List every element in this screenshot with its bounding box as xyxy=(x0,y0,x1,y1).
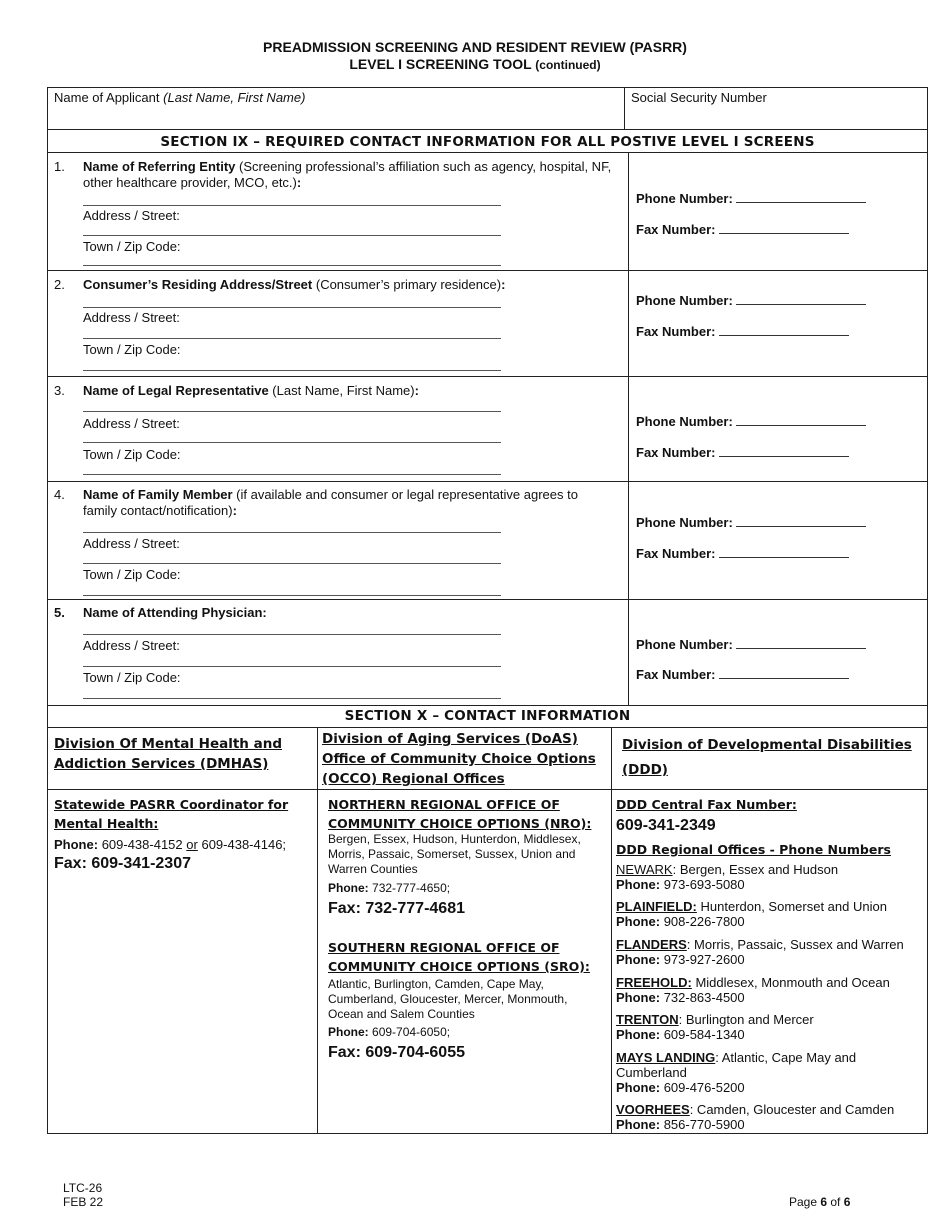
entry-1-fax[interactable]: Fax Number: xyxy=(636,221,849,238)
entry-3-town-label: Town / Zip Code: xyxy=(83,447,181,462)
footer-form-id: LTC-26 xyxy=(63,1181,103,1195)
entry-3-town-line[interactable] xyxy=(83,474,501,475)
entry-3-fax[interactable]: Fax Number: xyxy=(636,444,849,461)
entry-4-name-line[interactable] xyxy=(83,532,501,533)
nro-counties: Bergen, Essex, Hudson, Hunterdon, Middlesex, Morris, Passaic, Somerset, Sussex, Union and Warren Counties xyxy=(328,832,581,876)
entry-3-number: 3. xyxy=(54,383,65,398)
sro-phone: Phone: 609-704-6050; xyxy=(328,1025,451,1039)
ddd-office-newark: NEWARK: Bergen, Essex and Hudson Phone: 973-693-5080 xyxy=(616,862,839,892)
nro-heading: NORTHERN REGIONAL OFFICE OF COMMUNITY CHOICE OPTIONS (NRO): xyxy=(328,797,592,831)
entry-2-address-label: Address / Street: xyxy=(83,310,180,325)
entry-1-address-line[interactable] xyxy=(83,235,501,236)
form-title-text: LEVEL I SCREENING TOOL xyxy=(349,56,532,72)
dmhas-phone: Phone: 609-438-4152 or 609-438-4146; xyxy=(54,837,287,852)
entry-4-phone[interactable]: Phone Number: xyxy=(636,514,866,531)
sro-heading: SOUTHERN REGIONAL OFFICE OF COMMUNITY CHOICE OPTIONS (SRO): xyxy=(328,940,590,974)
entry-5-label: Name of Attending Physician: xyxy=(83,605,267,620)
sro-fax: Fax: 609-704-6055 xyxy=(328,1044,465,1061)
entry-2-address-line[interactable] xyxy=(83,338,501,339)
form-title-suffix: (continued) xyxy=(535,58,601,72)
entry-4-town-label: Town / Zip Code: xyxy=(83,567,181,582)
form-title-line1: PREADMISSION SCREENING AND RESIDENT REVIEW (PASRR) xyxy=(263,39,687,55)
sro-counties: Atlantic, Burlington, Camden, Cape May, Cumberland, Gloucester, Mercer, Monmouth, Ocean and Salem Counties xyxy=(328,977,568,1021)
entry-4-address-label: Address / Street: xyxy=(83,536,180,551)
ddd-central-fax-label: DDD Central Fax Number: xyxy=(616,797,797,812)
entry-2-label: Consumer’s Residing Address/Street (Consumer’s primary residence): xyxy=(83,277,506,292)
ddd-office-mays-landing: MAYS LANDING: Atlantic, Cape May and Cumberland Phone: 609-476-5200 xyxy=(616,1050,857,1095)
form-title-line2 xyxy=(0,56,950,74)
ddd-office-flanders: FLANDERS: Morris, Passaic, Sussex and Warren Phone: 973-927-2600 xyxy=(616,937,904,967)
entry-4-fax[interactable]: Fax Number: xyxy=(636,545,849,562)
entry-3-address-label: Address / Street: xyxy=(83,416,180,431)
ddd-office-plainfield: PLAINFIELD: Hunterdon, Somerset and Union Phone: 908-226-7800 xyxy=(616,899,887,929)
applicant-name-input[interactable] xyxy=(54,110,619,128)
ssn-input[interactable] xyxy=(631,110,921,128)
dmhas-coordinator: Statewide PASRR Coordinator for Mental Health: xyxy=(54,797,289,831)
footer-date: FEB 22 xyxy=(63,1195,104,1209)
applicant-name-label: Name of Applicant (Last Name, First Name) xyxy=(54,90,306,105)
entry-2-town-line[interactable] xyxy=(83,370,501,371)
entry-4-label: Name of Family Member (if available and consumer or legal representative agrees to family contact/notification): xyxy=(83,487,578,518)
entry-5-address-line[interactable] xyxy=(83,666,501,667)
section-ix-title: SECTION IX – REQUIRED CONTACT INFORMATION FOR ALL POSTIVE LEVEL I SCREENS xyxy=(160,134,815,150)
entry-5-address-label: Address / Street: xyxy=(83,638,180,653)
entry-2-town-label: Town / Zip Code: xyxy=(83,342,181,357)
applicant-name-hint: (Last Name, First Name) xyxy=(163,90,306,105)
entry-4-address-line[interactable] xyxy=(83,563,501,564)
entry-1-name-line[interactable] xyxy=(83,205,501,206)
entry-1-number: 1. xyxy=(54,159,65,174)
entry-4-number: 4. xyxy=(54,487,65,502)
section-x-title: SECTION X – CONTACT INFORMATION xyxy=(344,708,631,724)
footer-page-number: Page 6 of 6 xyxy=(789,1195,851,1209)
nro-phone: Phone: 732-777-4650; xyxy=(328,881,451,895)
doas-heading: Division of Aging Services (DoAS) Office of Community Choice Options (OCCO) Regional Offices xyxy=(322,731,596,787)
ddd-office-freehold: FREEHOLD: Middlesex, Monmouth and Ocean Phone: 732-863-4500 xyxy=(616,975,890,1005)
ddd-central-fax: 609-341-2349 xyxy=(616,817,716,834)
entry-2-number: 2. xyxy=(54,277,65,292)
entry-3-name-line[interactable] xyxy=(83,411,501,412)
dmhas-fax: Fax: 609-341-2307 xyxy=(54,855,191,872)
ddd-office-trenton: TRENTON: Burlington and Mercer Phone: 609-584-1340 xyxy=(616,1012,814,1042)
entry-1-address-label: Address / Street: xyxy=(83,208,180,223)
ddd-regional-heading: DDD Regional Offices - Phone Numbers xyxy=(616,842,891,857)
entry-1-phone[interactable]: Phone Number: xyxy=(636,190,866,207)
entry-3-phone[interactable]: Phone Number: xyxy=(636,413,866,430)
entry-3-address-line[interactable] xyxy=(83,442,501,443)
entry-1-label: Name of Referring Entity (Screening professional’s affiliation such as agency, hospital, NF, other healthcare provider, MCO, etc.): xyxy=(83,159,612,190)
entry-3-label: Name of Legal Representative (Last Name, First Name): xyxy=(83,383,419,398)
entry-5-town-line[interactable] xyxy=(83,698,501,699)
entry-5-name-line[interactable] xyxy=(83,634,501,635)
ddd-heading: Division of Developmental Disabilities (DDD) xyxy=(622,737,912,778)
entry-5-number: 5. xyxy=(54,605,65,620)
entry-5-phone[interactable]: Phone Number: xyxy=(636,636,866,653)
entry-5-fax[interactable]: Fax Number: xyxy=(636,666,849,683)
entry-5-town-label: Town / Zip Code: xyxy=(83,670,181,685)
entry-1-town-label: Town / Zip Code: xyxy=(83,239,181,254)
ssn-label: Social Security Number xyxy=(631,90,767,105)
entry-4-town-line[interactable] xyxy=(83,595,501,596)
entry-2-phone[interactable]: Phone Number: xyxy=(636,292,866,309)
ddd-office-voorhees: VOORHEES: Camden, Gloucester and Camden Phone: 856-770-5900 xyxy=(616,1102,895,1132)
nro-fax: Fax: 732-777-4681 xyxy=(328,900,465,917)
dmhas-heading: Division Of Mental Health and Addiction Services (DMHAS) xyxy=(54,736,282,772)
entry-2-fax[interactable]: Fax Number: xyxy=(636,323,849,340)
entry-1-town-line[interactable] xyxy=(83,265,501,266)
entry-2-name-line[interactable] xyxy=(83,307,501,308)
